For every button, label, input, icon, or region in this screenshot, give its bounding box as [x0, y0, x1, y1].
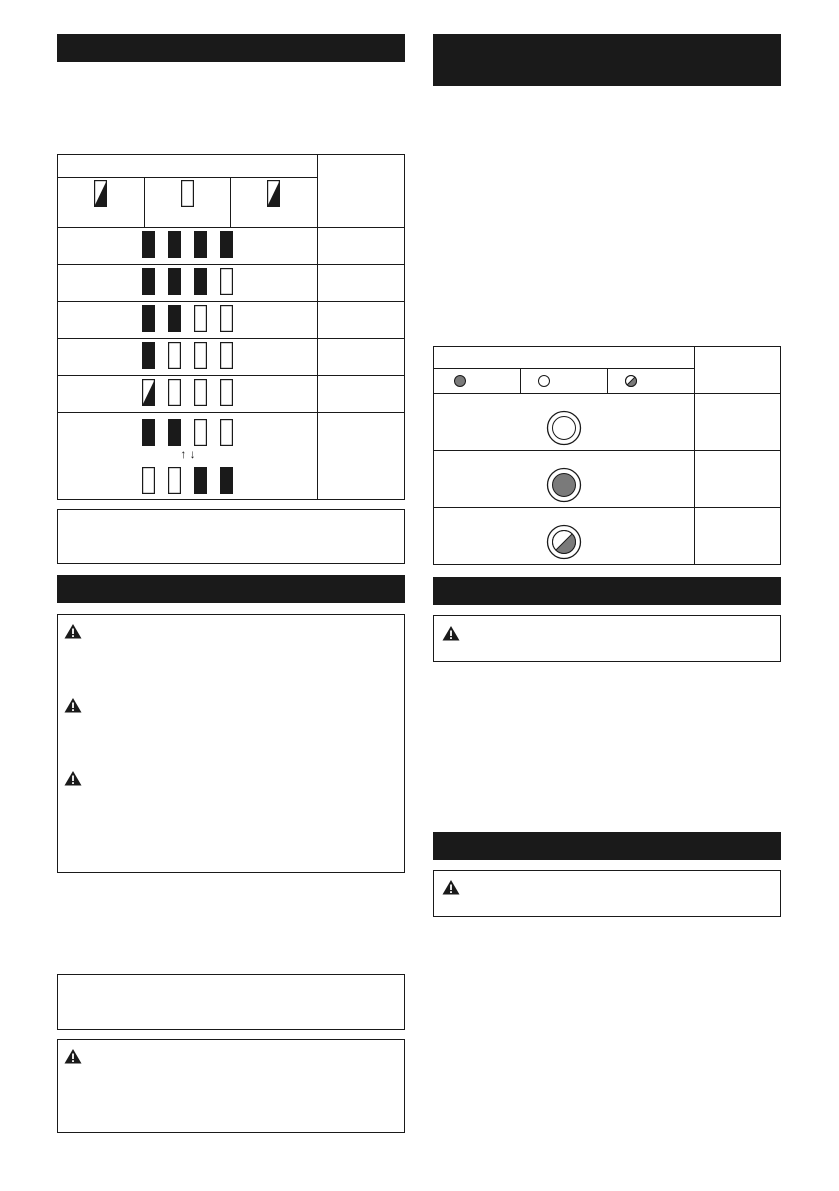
legend-red-lamp-icon — [455, 376, 466, 387]
section-header-bar — [433, 577, 781, 605]
arrow-symbols: ↑ ↓ — [180, 447, 196, 461]
lamp-off-icon — [548, 412, 581, 445]
warning-box — [433, 615, 781, 662]
warning-box — [433, 870, 781, 917]
warning-icon — [442, 879, 460, 895]
warning-icon — [442, 625, 460, 641]
legend-blinking-lamp-icon — [626, 376, 637, 387]
lamp-blinking-icon — [548, 526, 581, 559]
legend-off-lamp-icon — [539, 376, 550, 387]
section-header-bar — [433, 832, 781, 860]
lamp-red-icon — [548, 469, 581, 502]
